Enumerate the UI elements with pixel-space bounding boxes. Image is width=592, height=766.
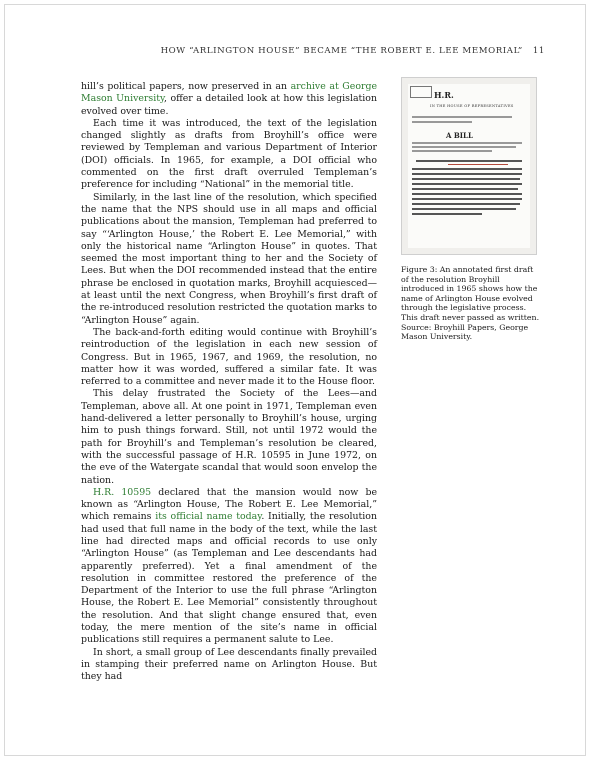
paragraph [81,81,377,118]
stamp-box [410,86,432,98]
paragraph: Each time it was introduced, the text of the legislation changed slightly as drafts from Broyhill’s office were reviewed by Templeman and various Department of Interior (DOI) officials. In 1965, for example, a DOI official who commented on the first draft overruled Templeman’s preference for including “National” in the memorial title. [81,117,377,191]
text-line [412,183,522,185]
paragraph: In short, a small group of Lee descendants finally prevailed in stamping their preferred name on Arlington House. But they had [81,646,377,683]
running-header [161,46,545,56]
text-line [412,188,518,190]
text-line [412,168,522,170]
hr-10595-link[interactable]: H.R. 10595 [93,486,152,498]
text-line [412,208,516,210]
paragraph: The back-and-forth editing would continue with Broyhill’s reintroduction of the legislation in each new session of Congress. But in 1965, 1967, and 1969, the resolution, no matter how it was worded, suffered a similar fate. It was referred to a committee and never made it to the House floor. [81,326,377,388]
draft-document [408,84,530,248]
text-run: , offer a detailed look at how this legislation evolved over time. [81,93,377,117]
text-run: hill’s political papers, now preserved in an [81,81,291,92]
annotation-mark [448,164,508,165]
text-run: declared that the mansion would now be known as “Arlington House, The Robert E. Lee Memorial,” which remains [81,486,378,523]
text-line [412,173,522,175]
text-line [412,193,522,195]
figure-draft-image [401,77,537,255]
doc-house: IN THE HOUSE OF REPRESENTATIVES [430,104,514,108]
text-line [412,213,482,215]
paragraph: Similarly, in the last line of the resolution, which specified the name that the NPS should use in all maps and official publications about the mansion, Templeman had preferred to say “‘Arlington House,’ the Robert E. Lee Memorial,” with only the historical name “Arlington House” in quotes. That seemed the most important thing to her and the Society of Lees. But when the DOI recommended instead that the entire phrase be enclosed in quotation marks, Broyhill acquiesced—at least until the next Congress, when Broyhill’s first draft of the re-introduced resolution restricted the quotation marks to “Arlington House” again. [81,191,377,326]
official-name-link[interactable]: its official name today [155,511,262,523]
page-number: 11 [532,46,545,56]
text-line [412,150,492,152]
text-line [412,142,522,144]
text-line [412,198,522,200]
document-page [4,4,586,756]
running-title: HOW “ARLINGTON HOUSE” BECAME “THE ROBERT E. LEE MEMORIAL” [160,46,523,56]
text-line [412,116,512,118]
text-line [412,146,516,148]
archive-link[interactable]: archive at George Mason University [81,81,377,105]
figure-caption: Figure 3: An annotated first draft of the resolution Broyhill introduced in 1965 shows how the name of Arlington House evolved through the legislative process. This draft never passed as written. Source: Broyhill Papers, George Mason University. [401,265,540,342]
paragraph: This delay frustrated the Society of the Lees—and Templeman, above all. At one point in 1971, Templeman even hand-delivered a letter personally to Broyhill’s house, urging him to push things forward. Still, not until 1972 would the path for Broyhill’s and Templeman’s resolution be cleared, with the successful passage of H.R. 10595 in June 1972, on the eve of the Watergate scandal that would soon envelop the nation. [81,388,377,486]
text-line [412,203,520,205]
body-text [81,81,377,684]
text-run: . Initially, the resolution had used that full name in the body of the text, while the last line had directed maps and official records to use only “Arlington House” (as Templeman and Lee descendants had apparently preferred). Yet a final amendment of the resolution in committee restored the preference of the Department of the Interior to use the full phrase “Arlington House, the Robert E. Lee Memorial” consistently throughout the resolution. And that slight change ensured that, even today, the mere mention of the site’s name in official publications still requires a permanent salute to Lee. [81,511,377,646]
paragraph [81,487,377,647]
text-line [412,178,520,180]
doc-bill: A BILL [446,131,473,140]
text-line [412,121,472,123]
text-line [416,160,522,162]
doc-title: H.R. [434,90,454,100]
